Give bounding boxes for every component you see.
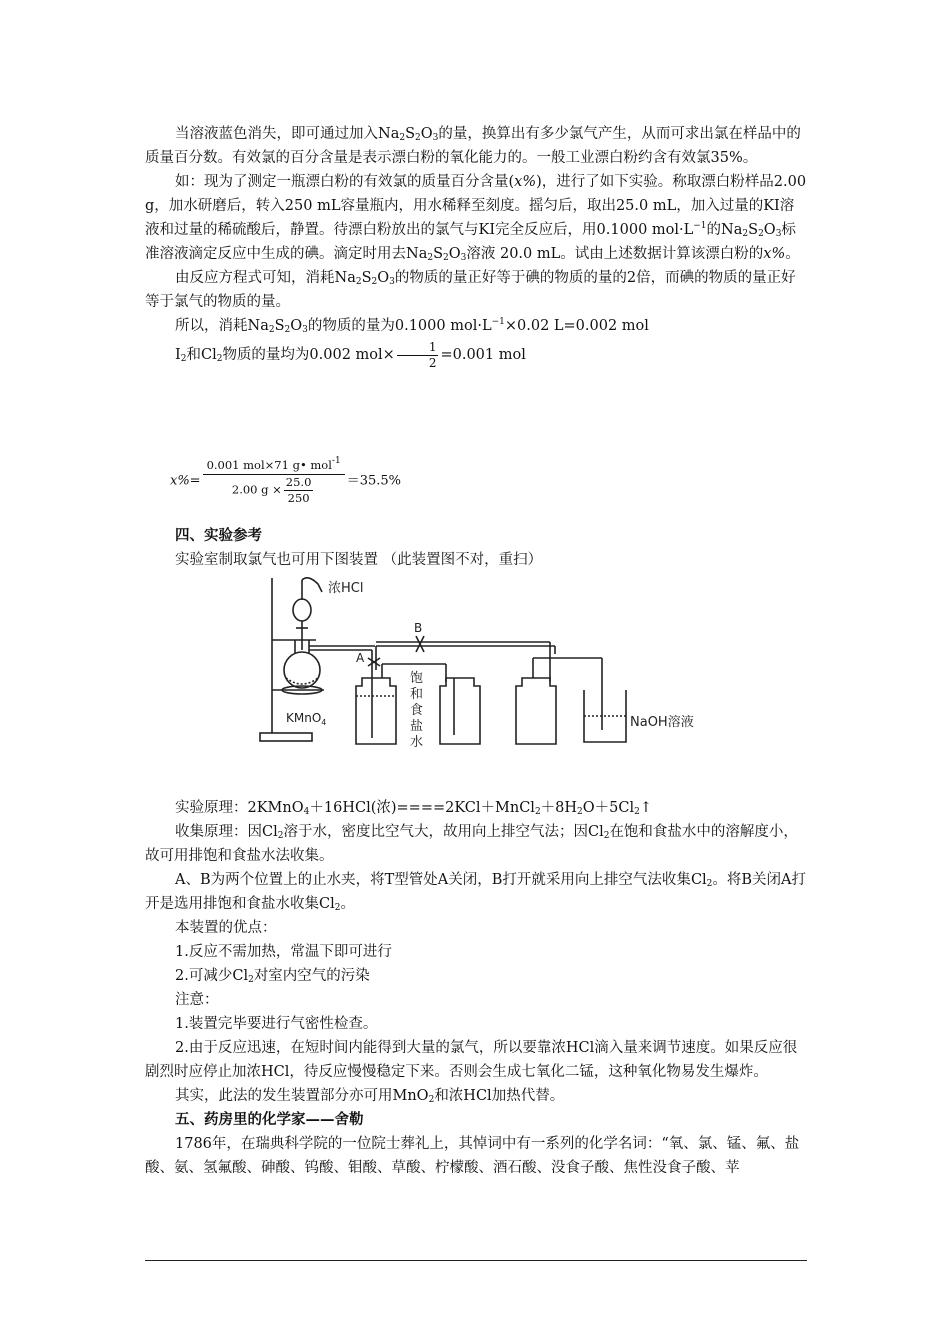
note-1: 1.装置完毕要进行气密性检查。 (175, 1016, 378, 1032)
label-naoh: NaOH溶液 (630, 715, 694, 730)
label-conc-hcl: 浓HCl (328, 581, 364, 596)
label-a: A (356, 651, 365, 665)
advantage-1: 1.反应不需加热，常温下即可进行 (175, 944, 392, 960)
formula-na2s2o3: $Na_2S_2O_3$ (247, 318, 308, 335)
label-brine-1: 饱 (410, 671, 424, 686)
round-flask (284, 652, 320, 688)
advantages-title: 本装置的优点： (175, 920, 277, 936)
text-block-bottom (145, 796, 807, 1180)
clip-b (416, 636, 424, 652)
label-brine-5: 水 (410, 735, 424, 750)
formula-x-percent: x%= 0.001 mol×71 g• mol$^{-1}$ 2.00 g × $\frac{25.0}{250}$ ＝35.5% (170, 456, 402, 505)
alternative: 其实，此法的发生装置部分亦可用MnO$_2$和浓HCl加热代替。 (175, 1088, 565, 1105)
formula-fraction: 0.001 mol×71 g• mol$^{-1}$ 2.00 g × $\frac{25.0}{250}$ (203, 456, 345, 506)
label-kmno4: KMnO$_4$ (286, 711, 327, 727)
experiment-intro: 实验室制取氯气也可用下图装置 （此装置图不对，重扫） (175, 552, 543, 568)
note-2: 2.由于反应迅速，在短时间内能得到大量的氯气，所以要靠浓HCl滴入量来调节速度。如果反应很剧烈时应停止加浓HCl，待反应慢慢稳定下来。否则会生成七氧化二锰，这种氧化物易发生爆炸。 (145, 1040, 798, 1080)
label-b: B (414, 621, 423, 635)
paragraph-scheele: 1786年，在瑞典科学院的一位院士葬礼上，其悼词中有一系列的化学名词：“氧、氯、锰、氟、盐酸、氨、氢氟酸、砷酸、钨酸、钼酸、草酸、柠檬酸、酒石酸、没食子酸、焦性没食子酸、苹 (145, 1136, 800, 1176)
bottle-3 (516, 678, 556, 744)
paragraph-1: 当溶液蓝色消失，即可通过加入$Na_2S_2O_3$的量，换算出有多少氯气产生，从而可求出氯在样品中的质量百分数。有效氯的百分含量是表示漂白粉的氧化能力的。一般工业漂白粉约含有效氯35%。 (145, 126, 801, 166)
paragraph-2: 如：现为了测定一瓶漂白粉的有效氯的质量百分含量(x%)，进行了如下实验。称取漂白粉样品2.00 g，加水研磨后，转入250 mL容量瓶内，用水稀释至刻度。摇匀后，取出25.0 mL，加入过量的KI溶液和过量的稀硫酸后，静置。待漂白粉放出的氯气与KI完全反应后，用0.1000 $mol\cdot L^{-1}$的$Na_2S_2O_3$标准溶液滴定反应中生成的碘。滴定时用去$Na_2S_2O_3$溶液 20.0 mL。试由上述数据计算该漂白粉的x%。 (145, 174, 807, 263)
paragraph-3: 由反应方程式可知，消耗$Na_2S_2O_3$的物质的量正好等于碘的物质的量的2倍，而碘的物质的量正好等于氯气的物质的量。 (145, 270, 796, 310)
label-brine-4: 盐 (410, 719, 424, 734)
collection-principle: 收集原理：因$Cl_2$溶于水，密度比空气大，故用向上排空气法；因$Cl_2$在饱和食盐水中的溶解度小，故可用排饱和食盐水法收集。 (145, 824, 798, 864)
formula-na2s2o3: $Na_2S_2O_3$ (721, 222, 782, 239)
label-brine-3: 食 (410, 703, 424, 718)
paragraph-5: $I_2$和$Cl_2$物质的量均为0.002 mol× $\frac{1}{2}$ =0.001 mol (175, 339, 526, 370)
clip-a (368, 658, 380, 666)
label-brine-2: 和 (410, 687, 424, 702)
footer-rule (145, 1260, 807, 1261)
advantage-2: 2.可减少$Cl_2$对室内空气的污染 (175, 968, 370, 985)
paragraph-4: 所以，消耗$Na_2S_2O_3$的物质的量为0.1000 $mol\cdot L^{-1}\times 0.02$ L=0.002 mol (175, 317, 649, 335)
apparatus-diagram (250, 570, 720, 750)
bottle-2 (440, 678, 480, 744)
formula-na2s2o3: $Na_2S_2O_3$ (406, 246, 467, 263)
bottle-1 (356, 678, 396, 744)
clips-description: A、B为两个位置上的止水夹，将T型管处A关闭，B打开就采用向上排空气法收集$Cl_2$。将B关闭A打开是选用排饱和食盐水收集$Cl_2$。 (145, 872, 807, 913)
formula-na2s2o3: $Na_2S_2O_3$ (378, 126, 439, 143)
text-block-top (145, 122, 807, 372)
notes-title: 注意： (175, 992, 219, 1008)
stand-base (260, 733, 312, 741)
heading-section-5: 五、药房里的化学家——舍勒 (175, 1112, 364, 1128)
text-block-section4 (145, 524, 807, 572)
fraction-half: $\frac{1}{2}$ (397, 340, 439, 371)
formula-na2s2o3: $Na_2S_2O_3$ (334, 270, 395, 287)
heading-section-4: 四、实验参考 (175, 528, 262, 544)
principle: 实验原理：2KMnO$_4$＋16HCl(浓)$====2KCl+MnCl_2+8H_2O+5Cl_2↑$ (175, 800, 653, 817)
dropping-funnel (293, 599, 311, 621)
